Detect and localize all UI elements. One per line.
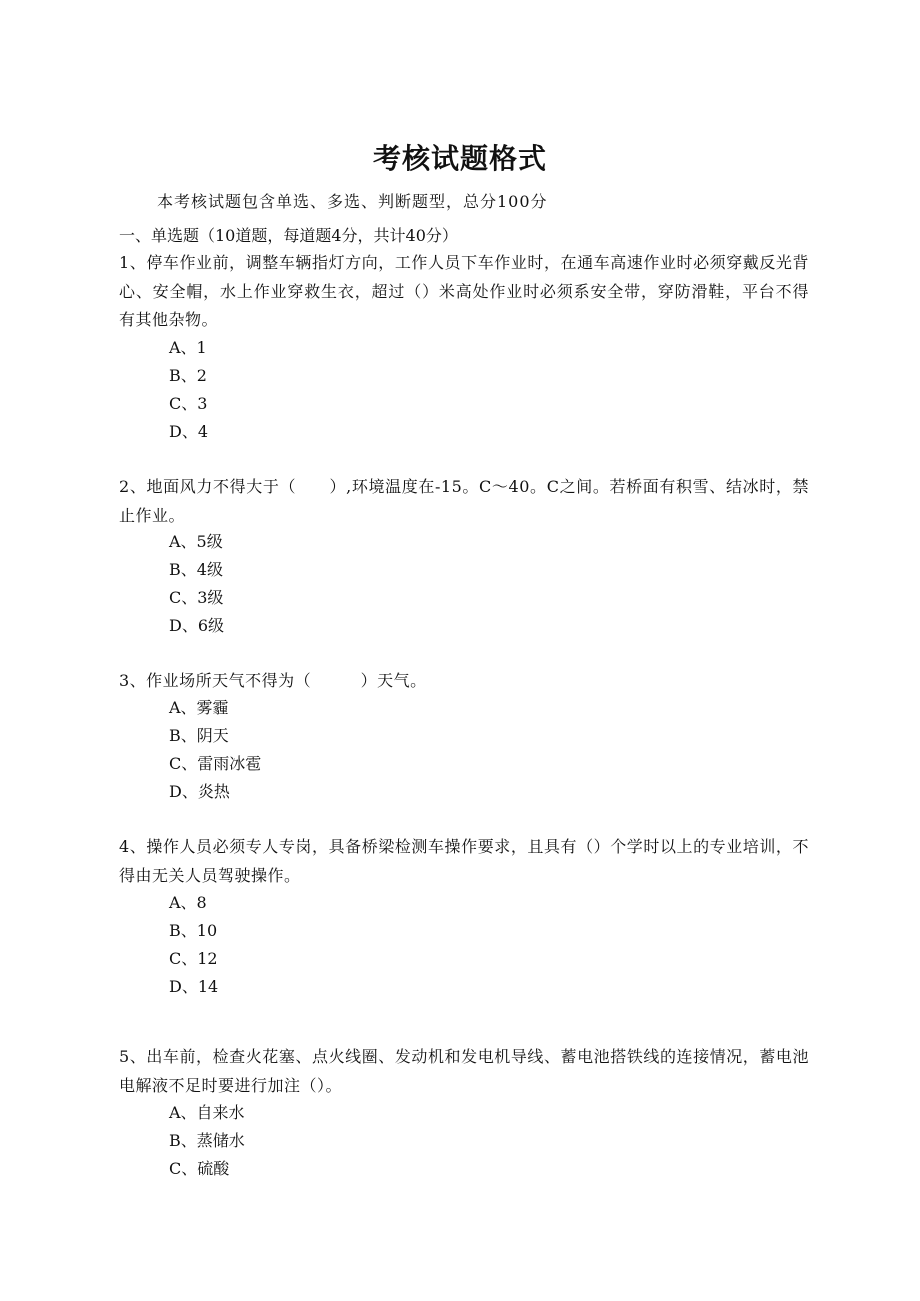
option-item: A、8: [169, 893, 207, 912]
option-item: C、雷雨冰雹: [169, 754, 262, 773]
option-item: D、4: [169, 422, 209, 441]
option-item: D、14: [169, 977, 219, 996]
option-item: C、3: [169, 394, 208, 413]
section-heading: 一、单选题（10道题，每道题4分，共计40分）: [119, 226, 458, 245]
page-title: 考核试题格式: [372, 142, 547, 175]
question-3-options: [169, 694, 261, 806]
question-4-options: [169, 889, 218, 1001]
option-item: B、阴天: [169, 726, 229, 745]
question-1-options: [169, 334, 208, 446]
question-2-text: 2、地面风力不得大于（ ）,环境温度在-15。C～40。C之间。若桥面有积雪、结冰时，禁止作业。: [119, 477, 809, 525]
option-item: A、5级: [169, 532, 223, 551]
question-5-options: [169, 1099, 245, 1183]
option-item: B、4级: [169, 560, 223, 579]
option-item: B、蒸储水: [169, 1131, 245, 1150]
option-item: A、1: [169, 338, 207, 357]
option-item: D、炎热: [169, 782, 230, 801]
option-item: D、6级: [169, 616, 225, 635]
question-1-text: 1、停车作业前，调整车辆指灯方向，工作人员下车作业时，在通车高速作业时必须穿戴反光背心、安全帽，水上作业穿救生衣，超过（）米高处作业时必须系安全带，穿防滑鞋，平台不得有其他杂物。: [119, 253, 809, 329]
option-item: C、硫酸: [169, 1159, 230, 1178]
question-3-text: 3、作业场所天气不得为（ ）天气。: [119, 671, 427, 690]
option-item: C、12: [169, 949, 218, 968]
option-item: B、10: [169, 921, 218, 940]
intro-text: 本考核试题包含单选、多选、判断题型，总分100分: [157, 192, 548, 211]
option-item: B、2: [169, 366, 207, 385]
question-4-text: 4、操作人员必须专人专岗，具备桥梁检测车操作要求，且具有（）个学时以上的专业培训，不得由无关人员驾驶操作。: [119, 837, 809, 885]
option-item: A、自来水: [169, 1103, 245, 1122]
option-item: A、雾霾: [169, 698, 229, 717]
question-2-options: [169, 528, 224, 640]
option-item: C、3级: [169, 588, 224, 607]
question-5-text: 5、出车前，检查火花塞、点火线圈、发动机和发电机导线、蓄电池搭铁线的连接情况，蓄电池电解液不足时要进行加注（）。: [119, 1047, 809, 1095]
